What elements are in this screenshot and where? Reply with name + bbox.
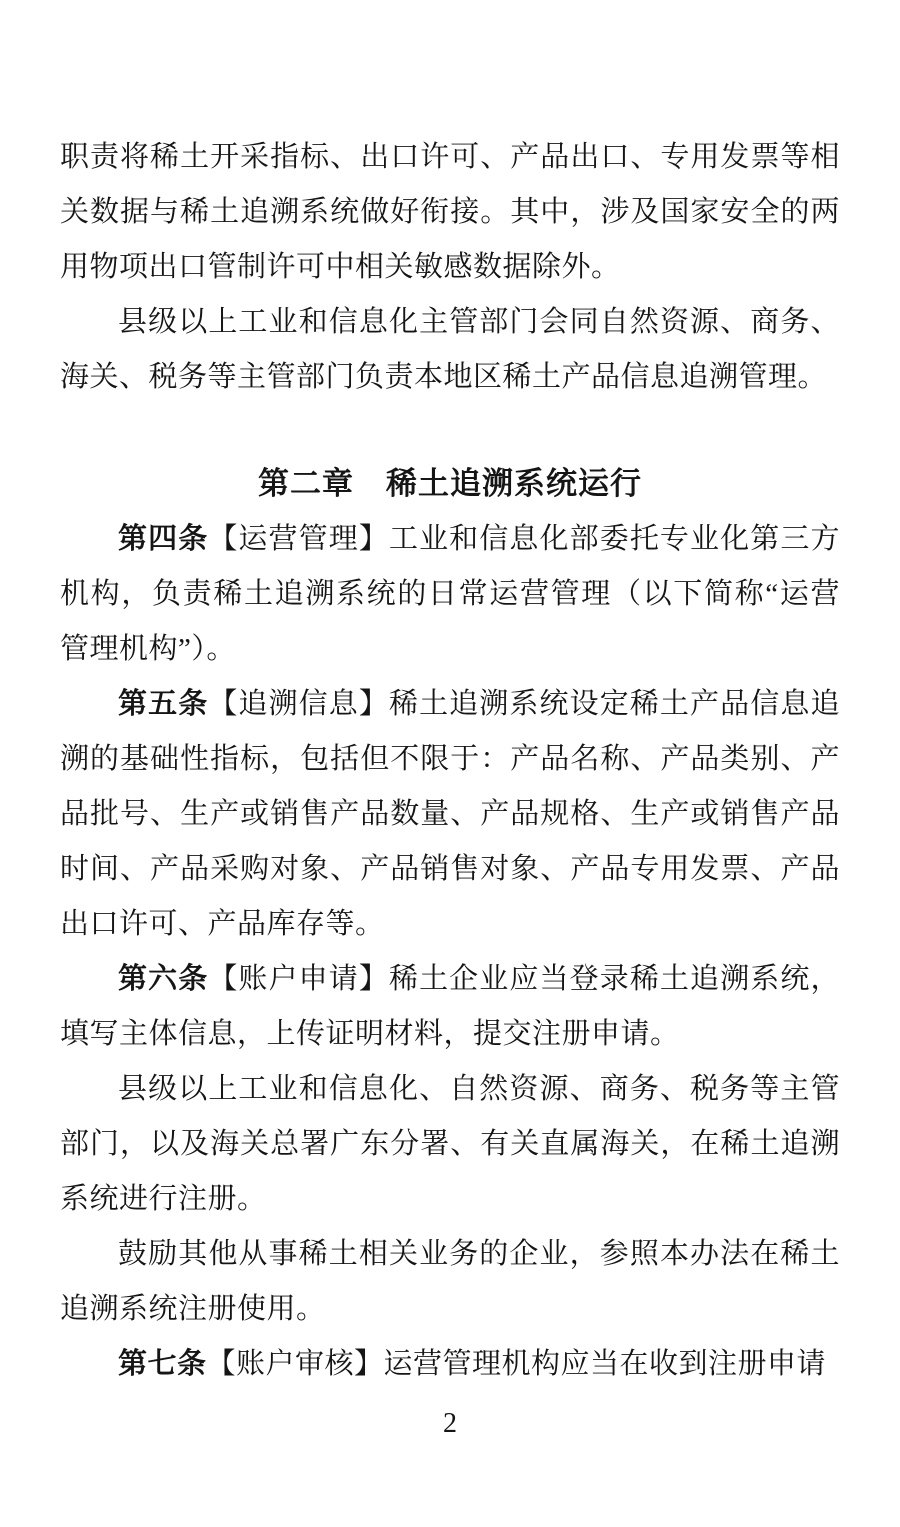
article-number: 第六条 <box>118 963 209 995</box>
article-title: 【账户申请】 <box>208 963 389 995</box>
page-number: 2 <box>443 1408 457 1439</box>
paragraph: 鼓励其他从事稀土相关业务的企业，参照本办法在稀土追溯系统注册使用。 <box>60 1238 840 1325</box>
paragraph: 县级以上工业和信息化、自然资源、商务、税务等主管部门，以及海关总署广东分署、有关直属海关，在稀土追溯系统进行注册。 <box>60 1073 840 1215</box>
paragraph: 县级以上工业和信息化主管部门会同自然资源、商务、海关、税务等主管部门负责本地区稀土产品信息追溯管理。 <box>60 306 840 393</box>
article-body: 稀土企业应当登录稀土追溯系统，填写主体信息，上传证明材料，提交注册申请。 <box>60 963 840 1050</box>
article-paragraph-7 <box>60 1337 840 1392</box>
article-body: 运营管理机构应当在收到注册申请 <box>383 1348 827 1380</box>
article-number: 第七条 <box>118 1348 207 1380</box>
article-body: 工业和信息化部委托专业化第三方机构，负责稀土追溯系统的日常运营管理（以下简称“运营管理机构”）。 <box>60 523 840 665</box>
chapter-heading: 第二章 稀土追溯系统运行 <box>258 466 642 501</box>
article-number: 第五条 <box>118 688 209 720</box>
article-paragraph-4 <box>60 512 840 677</box>
article-number: 第四条 <box>118 523 209 555</box>
article-title: 【追溯信息】 <box>208 688 389 720</box>
article-title: 【运营管理】 <box>208 523 389 555</box>
article-body: 稀土追溯系统设定稀土产品信息追溯的基础性指标，包括但不限于：产品名称、产品类别、产品批号、生产或销售产品数量、产品规格、生产或销售产品时间、产品采购对象、产品销售对象、产品专用发票、产品出口许可、产品库存等。 <box>60 688 840 940</box>
article-paragraph-5 <box>60 677 840 952</box>
article-paragraph-6 <box>60 952 840 1062</box>
article-title: 【账户审核】 <box>206 1348 384 1380</box>
paragraph-continuation: 职责将稀土开采指标、出口许可、产品出口、专用发票等相关数据与稀土追溯系统做好衔接。其中，涉及国家安全的两用物项出口管制许可中相关敏感数据除外。 <box>60 141 840 283</box>
